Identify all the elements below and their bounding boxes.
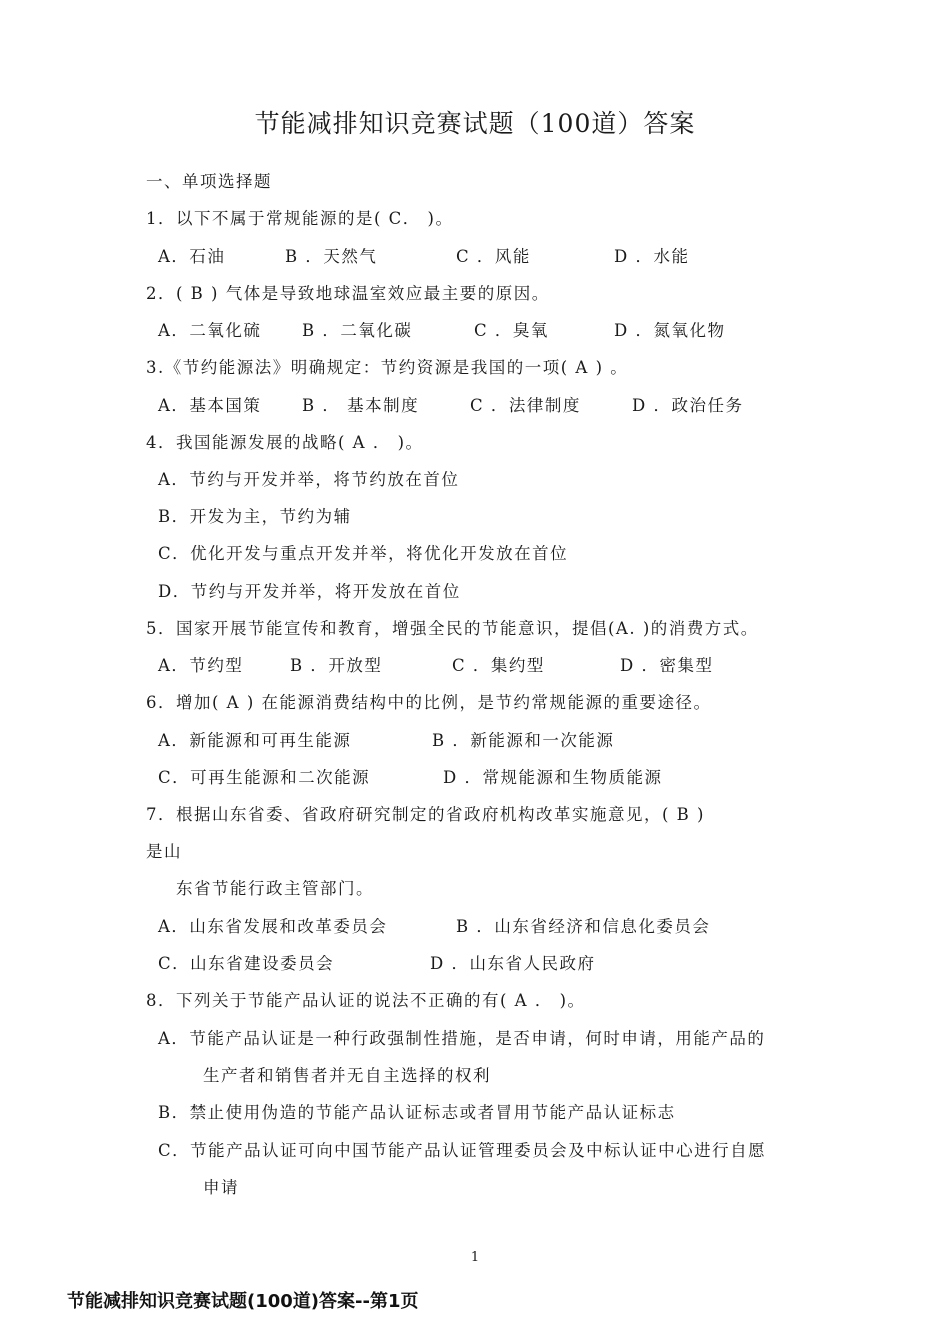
question-5-option-b: B ．开放型 (290, 656, 383, 675)
question-2-option-d: D ．氮氧化物 (614, 321, 726, 340)
question-4-option-b: B．开发为主，节约为辅 (158, 507, 352, 526)
question-6-option-c: C．可再生能源和二次能源 (158, 768, 371, 787)
question-1-option-b: B ．天然气 (285, 247, 378, 266)
question-2-option-a: A．二氧化硫 (158, 321, 262, 340)
question-1-option-c: C ．风能 (456, 247, 531, 266)
question-5-option-a: A．节约型 (158, 656, 244, 675)
question-5-option-d: D ．密集型 (620, 656, 714, 675)
question-4-stem: 4．我国能源发展的战略( A ． )。 (146, 433, 424, 452)
question-3-stem: 3.《节约能源法》明确规定：节约资源是我国的一项( A ) 。 (146, 358, 629, 377)
page-footer: 节能减排知识竞赛试题(100道)答案--第1页 (67, 1291, 419, 1312)
document-title: 节能减排知识竞赛试题（100道）答案 (254, 109, 696, 138)
section-heading: 一、单项选择题 (146, 172, 272, 191)
question-3-option-b: B ． 基本制度 (302, 396, 420, 415)
question-7-stem-wrap: 东省节能行政主管部门。 (176, 879, 374, 898)
question-8-option-c-continued: 申请 (203, 1178, 239, 1197)
question-6-option-a: A．新能源和可再生能源 (158, 731, 352, 750)
question-4-option-c: C．优化开发与重点开发并举，将优化开发放在首位 (158, 544, 569, 563)
question-8-option-a-continued: 生产者和销售者并无自主选择的权利 (203, 1066, 491, 1085)
question-2-stem: 2．( B ) 气体是导致地球温室效应最主要的原因。 (146, 284, 550, 303)
question-2-option-b: B ．二氧化碳 (302, 321, 413, 340)
question-1-stem: 1．以下不属于常规能源的是( C． )。 (146, 209, 454, 228)
question-8-option-a: A．节能产品认证是一种行政强制性措施，是否申请，何时申请，用能产品的 (158, 1029, 766, 1048)
question-7-option-c: C．山东省建设委员会 (158, 954, 335, 973)
question-4-option-a: A．节约与开发并举，将节约放在首位 (158, 470, 460, 489)
question-6-option-d: D ．常规能源和生物质能源 (443, 768, 663, 787)
question-6-option-b: B ．新能源和一次能源 (432, 731, 615, 750)
question-4-option-d: D．节约与开发并举，将开发放在首位 (158, 582, 461, 601)
page-number: 1 (470, 1250, 480, 1265)
question-8-stem: 8．下列关于节能产品认证的说法不正确的有( A ． )。 (146, 991, 586, 1010)
question-7-stem: 7．根据山东省委、省政府研究制定的省政府机构改革实施意见，( B ) (146, 805, 705, 824)
question-1-option-d: D ．水能 (614, 247, 690, 266)
question-1-option-a: A．石油 (158, 247, 226, 266)
question-3-option-d: D ．政治任务 (632, 396, 744, 415)
question-5-stem: 5．国家开展节能宣传和教育，增强全民的节能意识，提倡(A. )的消费方式。 (146, 619, 759, 638)
question-6-stem: 6．增加( A ) 在能源消费结构中的比例，是节约常规能源的重要途径。 (146, 693, 712, 712)
question-8-option-c: C．节能产品认证可向中国节能产品认证管理委员会及中标认证中心进行自愿 (158, 1141, 767, 1160)
question-5-option-c: C ．集约型 (452, 656, 545, 675)
question-2-option-c: C ．臭氧 (474, 321, 549, 340)
question-3-option-c: C ．法律制度 (470, 396, 581, 415)
question-7-option-a: A．山东省发展和改革委员会 (158, 917, 388, 936)
question-7-option-b: B ．山东省经济和信息化委员会 (456, 917, 711, 936)
question-7-option-d: D ．山东省人民政府 (430, 954, 596, 973)
question-7-stem-continued: 是山 (146, 842, 182, 861)
question-3-option-a: A．基本国策 (158, 396, 262, 415)
question-8-option-b: B．禁止使用伪造的节能产品认证标志或者冒用节能产品认证标志 (158, 1103, 676, 1122)
